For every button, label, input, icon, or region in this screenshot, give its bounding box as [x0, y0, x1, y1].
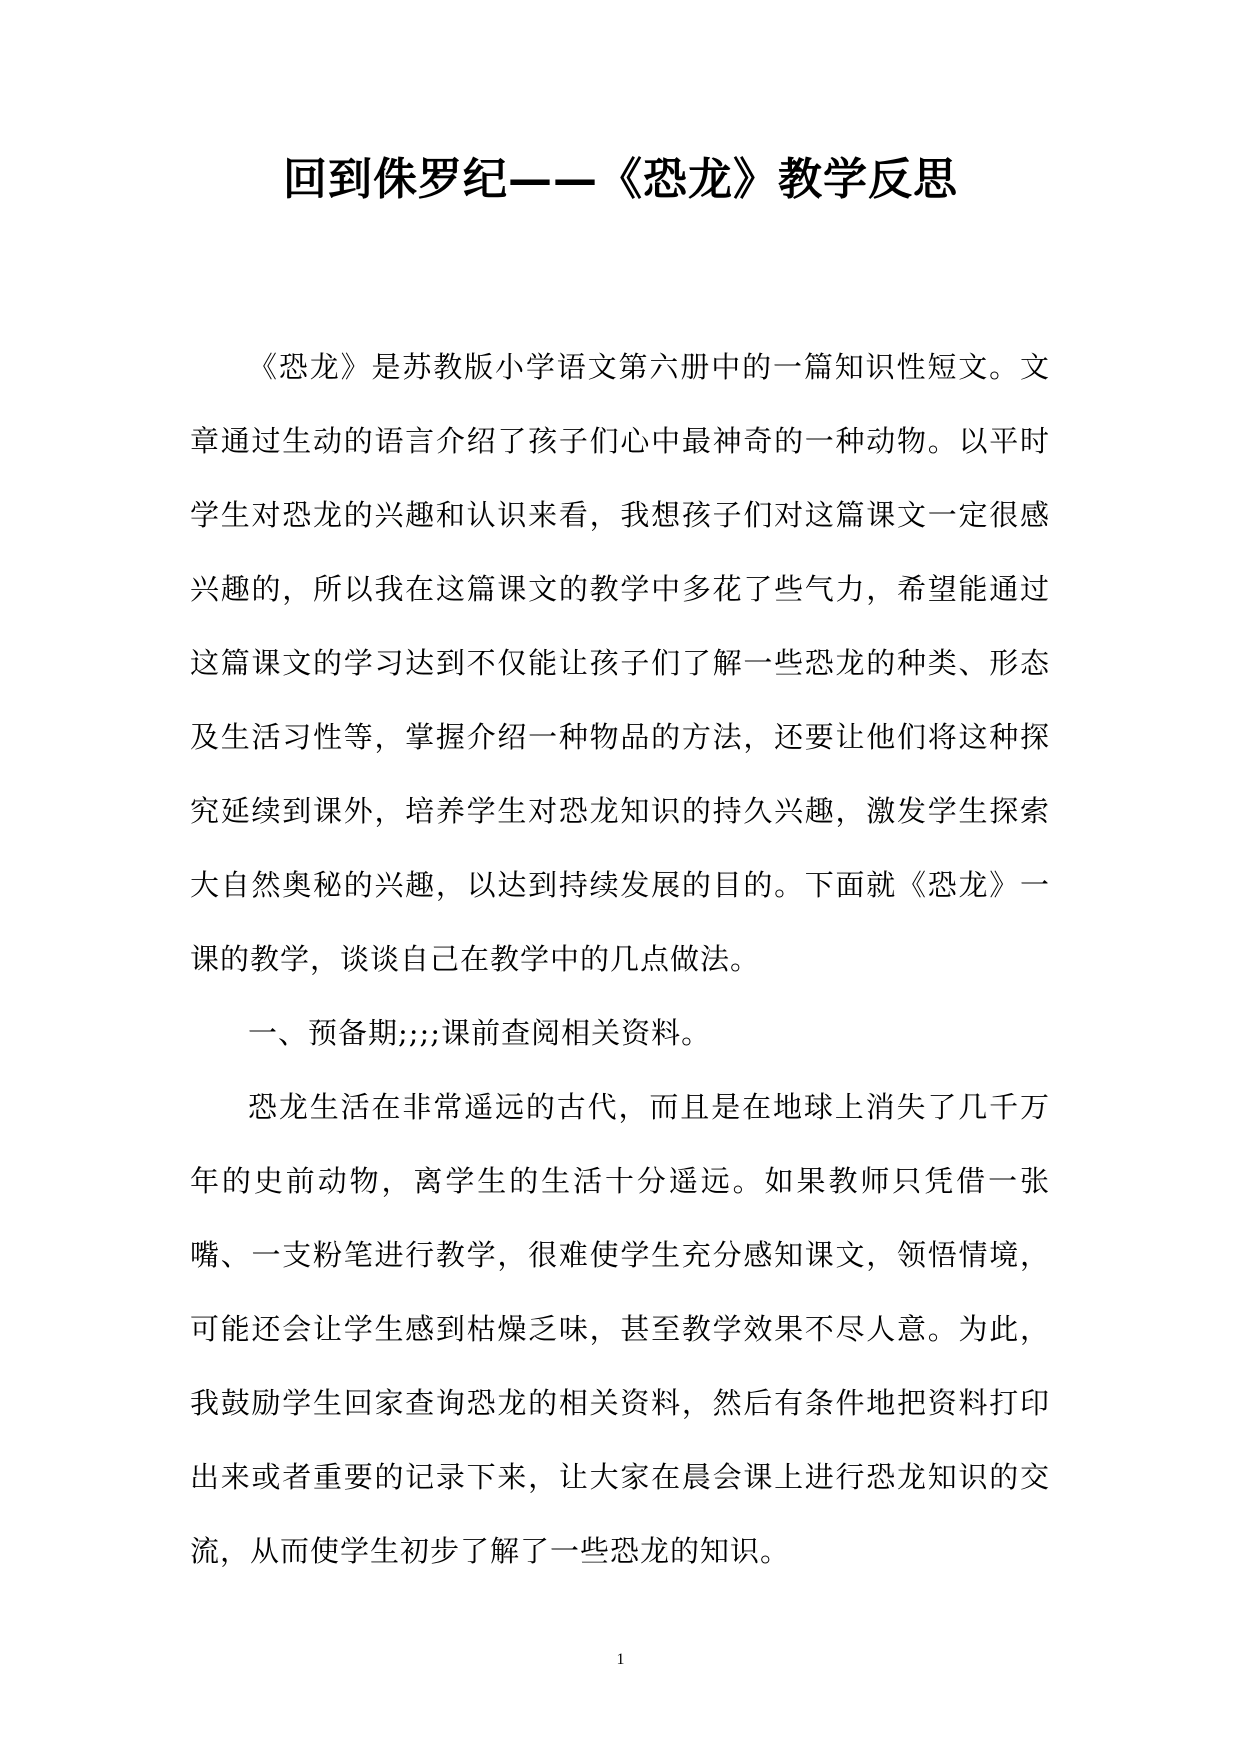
page-number: 1: [616, 1651, 625, 1668]
paragraph-preparation: 恐龙生活在非常遥远的古代，而且是在地球上消失了几千万年的史前动物，离学生的生活十分遥远。如果教师只凭借一张嘴、一支粉笔进行教学，很难使学生充分感知课文，领悟情境，可能还会让学生感到枯燥乏味，甚至教学效果不尽人意。为此，我鼓励学生回家查询恐龙的相关资料，然后有条件地把资料打印出来或者重要的记录下来，让大家在晨会课上进行恐龙知识的交流，从而使学生初步了解了一些恐龙的知识。: [190, 1090, 1050, 1568]
paragraph-section-heading: 一、预备期;;;;课前查阅相关资料。: [248, 1016, 712, 1050]
document-body: [190, 330, 1050, 1588]
paragraph-intro: 《恐龙》是苏教版小学语文第六册中的一篇知识性短文。文章通过生动的语言介绍了孩子们心中最神奇的一种动物。以平时学生对恐龙的兴趣和认识来看，我想孩子们对这篇课文一定很感兴趣的，所以我在这篇课文的教学中多花了些气力，希望能通过这篇课文的学习达到不仅能让孩子们了解一些恐龙的种类、形态及生活习性等，掌握介绍一种物品的方法，还要让他们将这种探究延续到课外，培养学生对恐龙知识的持久兴趣，激发学生探索大自然奥秘的兴趣，以达到持续发展的目的。下面就《恐龙》一课的教学，谈谈自己在教学中的几点做法。: [190, 350, 1050, 976]
document-title: 回到侏罗纪——《恐龙》教学反思: [283, 154, 958, 205]
